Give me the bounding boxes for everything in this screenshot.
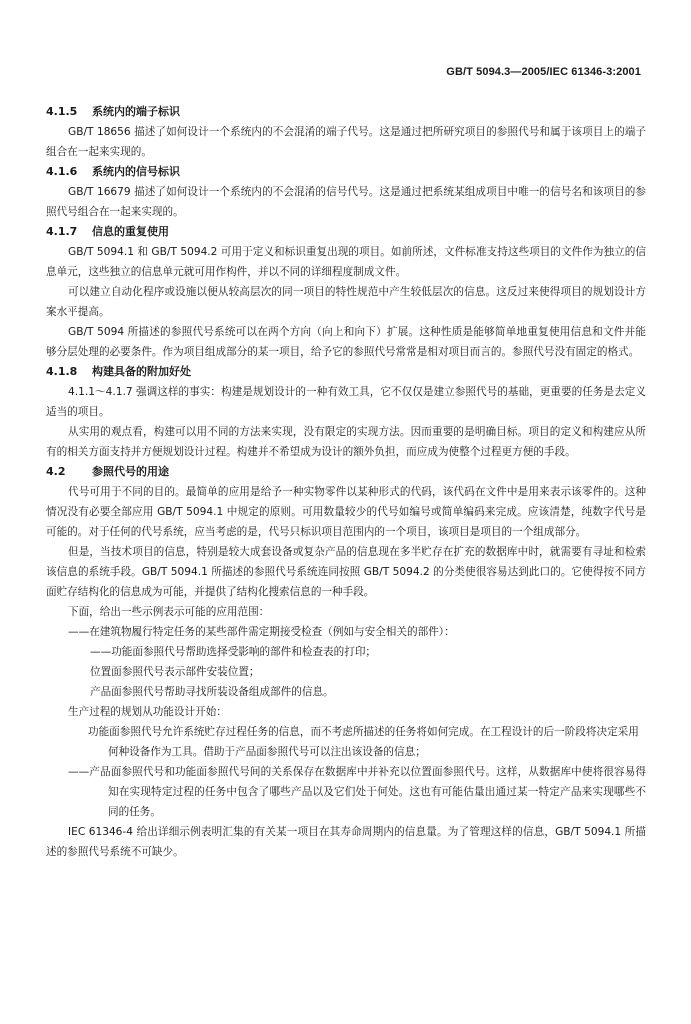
paragraph: IEC 61346-4 给出详细示例表明汇集的有关某一项目在其寿命周期内的信息量。为了管理这样的信息，GB/T 5094.1 所描述的参照代号系统不可缺少。: [46, 826, 646, 858]
list-item: ——产品面参照代号和功能面参照代号间的关系保存在数据库中并补充以位置面参照代号。这样，从数据库中使将很容易得知在实现特定过程的任务中包含了哪些产品以及它们处于何处。这也有可能估量出通过某一特定产品来实现哪些不同的任务。: [68, 766, 646, 818]
heading-number: 4.1.6: [46, 165, 78, 178]
heading-4-1-8: [46, 362, 646, 382]
paragraph: 从实用的观点看，构建可以用不同的方法来实现，没有限定的实现方法。因而重要的是明确目标。项目的定义和构建应从所有的相关方面支持并方便规划设计过程。构建并不希望成为设计的额外负担，而应成为使整个过程更方便的手段。: [46, 426, 646, 458]
heading-4-2: [46, 462, 646, 482]
standard-header: GB/T 5094.3—2005/IEC 61346-3:2001: [446, 66, 641, 78]
paragraph: 代号可用于不同的目的。最简单的应用是给予一种实物零件以某种形式的代码，该代码在文件中是用来表示该零件的。这种情况没有必要全部应用 GB/T 5094.1 中规定的原则。可用数量较少的代号如编号或简单编码来完成。应该清楚，纯数字代号是可能的。对于任何的代号系统，应当考虑的是，代号只标识项目范围内的一个项目，该项目是项目的一个组成部分。: [46, 486, 646, 538]
list-subitem: ——功能面参照代号帮助选择受影响的部件和检查表的打印；: [90, 646, 377, 658]
paragraph: 可以建立自动化程序或设施以便从较高层次的同一项目的特性规范中产生较低层次的信息。这反过来使得项目的规划设计方案水平提高。: [46, 286, 646, 318]
list-item: ——在建筑物履行特定任务的某些部件需定期接受检查（例如与安全相关的部件）：: [68, 626, 455, 638]
heading-4-1-7: [46, 222, 646, 242]
paragraph: GB/T 5094.1 和 GB/T 5094.2 可用于定义和标识重复出现的项目。如前所述，文件标准支持这些项目的文件作为独立的信息单元，这些独立的信息单元就可用作构件，并以不同的详细程度制成文件。: [46, 246, 646, 278]
list-subitem: 位置面参照代号表示部件安装位置；: [90, 666, 260, 678]
heading-number: 4.1.7: [46, 225, 78, 238]
paragraph: GB/T 5094 所描述的参照代号系统可以在两个方向（向上和向下）扩展。这种性质是能够简单地重复使用信息和文件并能够分层处理的必要条件。作为项目组成部分的某一项目，给予它的参照代号常常是相对项目而言的。参照代号没有固定的格式。: [46, 326, 646, 358]
heading-title: 参照代号的用途: [92, 465, 169, 478]
heading-4-1-6: [46, 162, 646, 182]
paragraph: 但是，当技术项目的信息，特别是较大成套设备或复杂产品的信息现在多半贮存在扩充的数据库中时，就需要有寻址和检索该信息的系统手段。GB/T 5094.1 所描述的参照代号系统连同按照 GB/T 5094.2 的分类使很容易达到此口的。它使得按不同方面贮存结构化的信息成为可能，并提供了结构化搜索信息的一种手段。: [46, 546, 646, 598]
list-subitem: 产品面参照代号帮助寻找所装设备组成部件的信息。: [90, 686, 334, 698]
heading-4-1-5: [46, 102, 646, 122]
page-content: [46, 102, 646, 862]
heading-title: 系统内的信号标识: [92, 165, 180, 178]
heading-number: 4.1.5: [46, 105, 78, 118]
list-subitem: 功能面参照代号允许系统贮存过程任务的信息，而不考虑所描述的任务将如何完成。在工程设计的后一阶段将决定采用何种设备作为工具。借助于产品面参照代号可以注出该设备的信息；: [88, 726, 639, 758]
heading-title: 构建具备的附加好处: [92, 365, 191, 378]
heading-number: 4.1.8: [46, 365, 78, 378]
list-item: 生产过程的规划从功能设计开始：: [68, 706, 227, 718]
heading-number: 4.2: [46, 465, 66, 478]
paragraph: GB/T 16679 描述了如何设计一个系统内的不会混淆的信号代号。这是通过把系统某组成项目中唯一的信号名和该项目的参照代号组合在一起来实现的。: [46, 186, 646, 218]
heading-title: 信息的重复使用: [92, 225, 169, 238]
list-intro: 下面，给出一些示例表示可能的应用范围：: [68, 606, 270, 618]
paragraph: GB/T 18656 描述了如何设计一个系统内的不会混淆的端子代号。这是通过把所研究项目的参照代号和属于该项目上的端子组合在一起来实现的。: [46, 126, 646, 158]
heading-title: 系统内的端子标识: [92, 105, 180, 118]
paragraph: 4.1.1～4.1.7 强调这样的事实：构建是规划设计的一种有效工具，它不仅仅是建立参照代号的基础，更重要的任务是去定义适当的项目。: [46, 386, 646, 418]
